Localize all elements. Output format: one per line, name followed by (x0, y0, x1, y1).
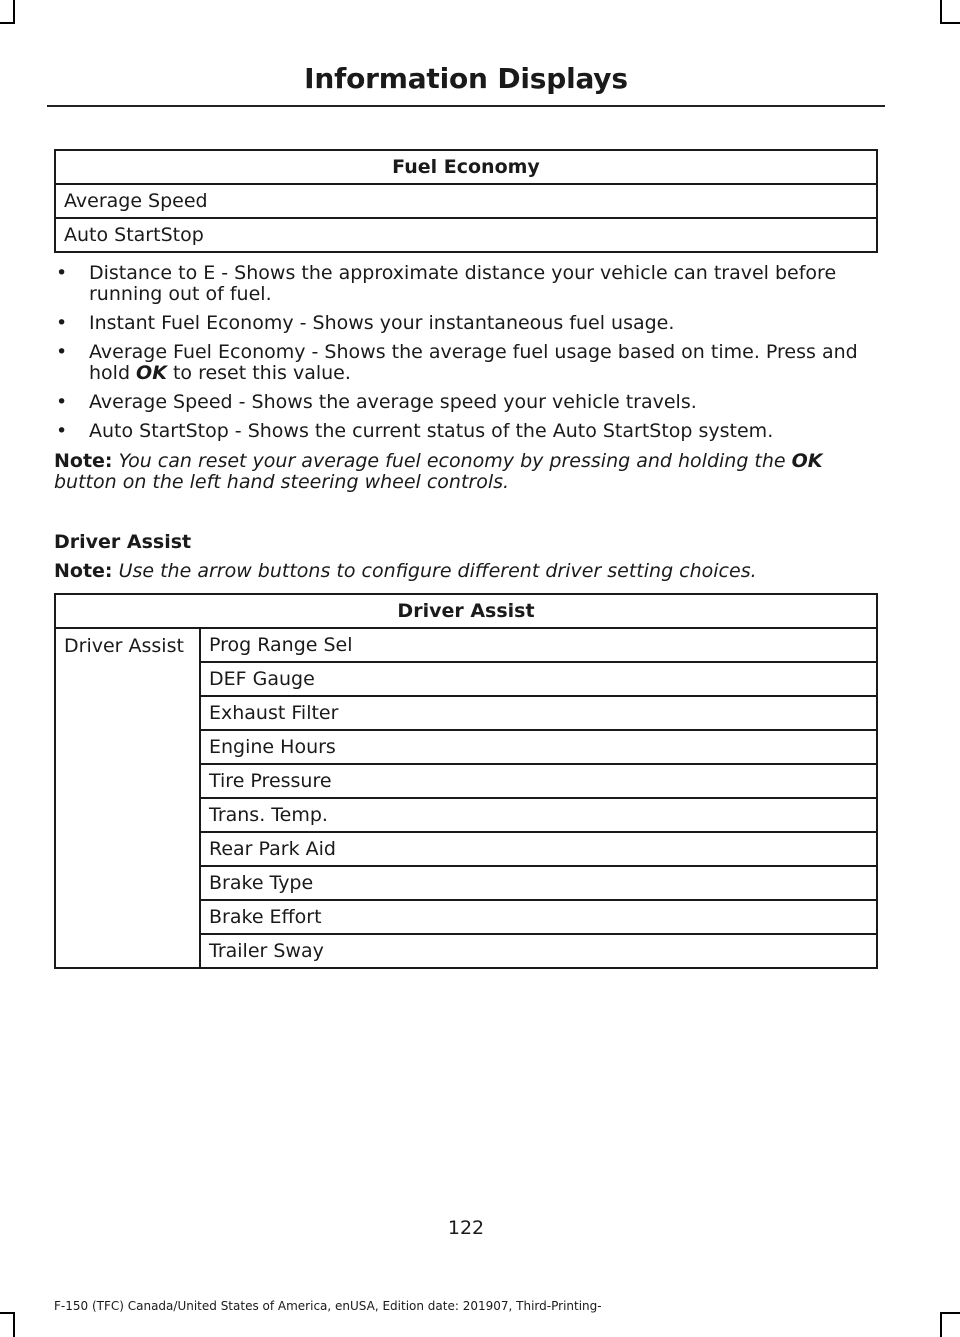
note-text: button on the left hand steering wheel controls. (54, 471, 510, 493)
table-cell: Tire Pressure (200, 764, 877, 798)
feature-list (54, 263, 880, 450)
table-cell: Rear Park Aid (200, 832, 877, 866)
list-item (54, 342, 880, 384)
crop-mark (13, 0, 15, 22)
crop-mark (0, 22, 15, 24)
table-cell: Brake Type (200, 866, 877, 900)
table-heading: Driver Assist (55, 594, 877, 628)
note-label: Note: (54, 450, 113, 472)
page-title: Information Displays (304, 62, 628, 95)
list-item (54, 392, 880, 413)
table-cell: Engine Hours (200, 730, 877, 764)
ok-key-label: OK (791, 450, 823, 472)
list-item (54, 313, 880, 334)
list-item-text: Auto StartStop - Shows the current status of the Auto StartStop system. (89, 420, 774, 442)
list-item (54, 263, 880, 305)
driver-assist-table (54, 593, 878, 969)
table-cell: DEF Gauge (200, 662, 877, 696)
table-row (55, 184, 877, 218)
page-number: 122 (447, 1217, 485, 1239)
table-cell: Average Speed (55, 184, 877, 218)
note-text: Use the arrow buttons to configure different driver setting choices. (112, 560, 757, 582)
bullet-icon: • (56, 312, 68, 334)
header-divider (47, 105, 885, 107)
note-text: You can reset your average fuel economy by pressing and holding the (112, 450, 792, 472)
table-cell: Prog Range Sel (200, 628, 877, 662)
bullet-icon: • (56, 262, 68, 284)
edition-footer: F-150 (TFC) Canada/United States of America, enUSA, Edition date: 201907, Third-Printing- (54, 1299, 602, 1313)
crop-mark (940, 22, 960, 24)
note-arrows (54, 561, 880, 582)
table-cell: Trans. Temp. (200, 798, 877, 832)
table-row (55, 628, 877, 662)
ok-key-label: OK (136, 362, 167, 384)
bullet-icon: • (56, 341, 68, 363)
crop-mark (940, 0, 942, 22)
list-item-text: Average Speed - Shows the average speed your vehicle travels. (89, 391, 697, 413)
table-row (55, 150, 877, 184)
table-row-label: Driver Assist (55, 628, 200, 968)
crop-mark (13, 1312, 15, 1337)
bullet-icon: • (56, 391, 68, 413)
table-cell: Brake Effort (200, 900, 877, 934)
table-cell: Exhaust Filter (200, 696, 877, 730)
note-reset (54, 451, 880, 493)
list-item-text-part: to reset this value. (166, 362, 351, 384)
table-cell: Auto StartStop (55, 218, 877, 252)
section-heading: Driver Assist (54, 531, 192, 553)
list-item-text (89, 341, 858, 384)
fuel-economy-table (54, 149, 878, 253)
table-heading: Fuel Economy (55, 150, 877, 184)
list-item (54, 421, 880, 442)
table-cell: Trailer Sway (200, 934, 877, 968)
table-row (55, 594, 877, 628)
crop-mark (940, 1312, 942, 1337)
table-row (55, 218, 877, 252)
bullet-icon: • (56, 420, 68, 442)
crop-mark (940, 1312, 960, 1314)
list-item-text: Distance to E - Shows the approximate distance your vehicle can travel before running out of fuel. (89, 262, 837, 305)
list-item-text: Instant Fuel Economy - Shows your instantaneous fuel usage. (89, 312, 675, 334)
crop-mark (0, 1312, 15, 1314)
list-item-text-part: Average Fuel Economy - Shows the average fuel usage based on time. Press and hold (89, 341, 858, 384)
note-label: Note: (54, 560, 113, 582)
